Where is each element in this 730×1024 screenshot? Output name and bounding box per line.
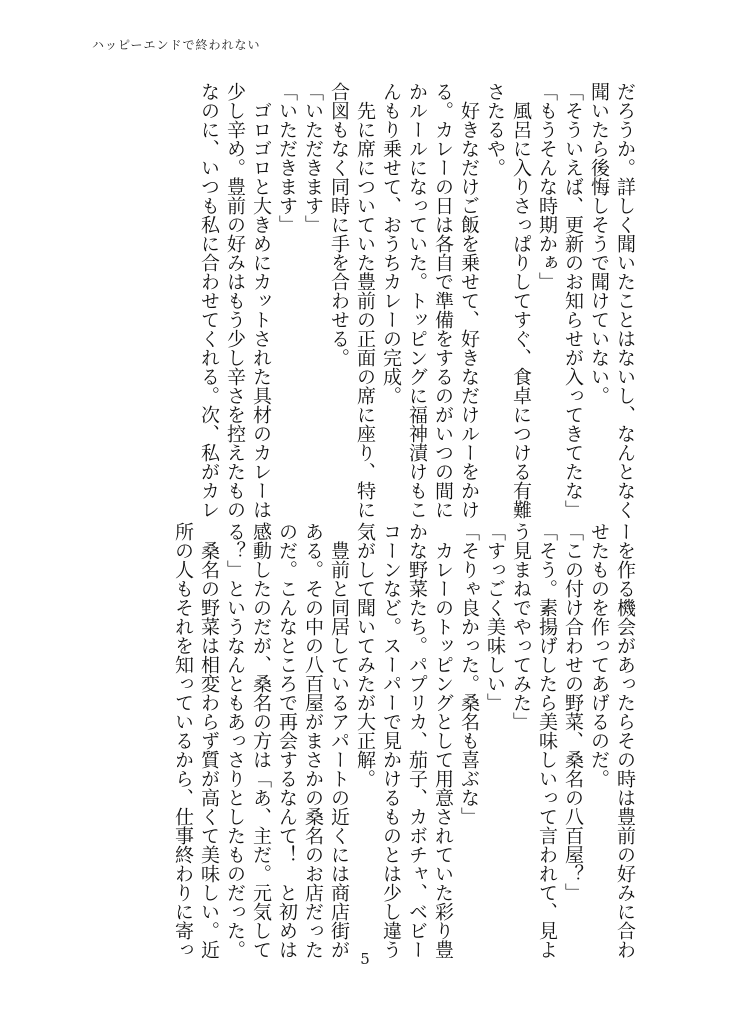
text-line: 「すっごく美味しい」 (484, 522, 506, 712)
text-line: 感動したのだが、桑名の方は「あ、主だ。元気して (250, 522, 272, 959)
text-line: 合図もなく同時に手を合わせる。 (328, 82, 350, 367)
text-line: んもり乗せて、おうちカレーの完成。 (380, 82, 402, 405)
text-line: 先に席についていた豊前の正面の席に座り、特に (354, 82, 376, 519)
text-line: 好きなだけご飯を乗せて、好きなだけルーをかけ (458, 82, 480, 519)
text-line: かルールになっていた。トッピングに福神漬けもこ (406, 82, 428, 519)
text-line: 聞いたら後悔しそうで聞けていない。 (588, 82, 610, 405)
text-line: 「そりゃ良かった。桑名も喜ぶな」 (458, 522, 480, 826)
text-line: ーを作る機会があったらその時は豊前の好みに合わ (614, 522, 636, 959)
text-line: 「この付け合わせの野菜、桑名の八百屋？」 (562, 522, 584, 902)
text-line: 気がして聞いてみたが大正解。 (354, 522, 376, 788)
running-header: ハッピーエンドで終われない (92, 38, 261, 52)
lower-text-block (92, 522, 638, 959)
text-line: 「いただきます」 (302, 82, 324, 234)
page-number: 5 (360, 950, 370, 968)
text-line: る？」というなんともあっさりとしたものだった。 (224, 522, 246, 959)
text-line: せたものを作ってあげるのだ。 (588, 522, 610, 788)
text-line: カレーのトッピングとして用意されていた彩り豊 (432, 522, 454, 959)
text-line: のだ。こんなところで再会するなんて！ と初めは (276, 522, 298, 959)
text-line: 所の人もそれを知っているから、仕事終わりに寄っ (172, 522, 194, 959)
text-line: ゴロゴロと大きめにカットされた具材のカレーは (250, 82, 272, 519)
text-line: 風呂に入りさっぱりしてすぐ、食卓につける有難 (510, 82, 532, 519)
text-line: ある。その中の八百屋がまさかの桑名のお店だった (302, 522, 324, 959)
text-line: だろうか。詳しく聞いたことはないし、なんとなく (614, 82, 636, 519)
text-line: 豊前と同居しているアパートの近くには商店街が (328, 522, 350, 959)
text-line: さたるや。 (484, 82, 506, 177)
text-line: なのに、いつも私に合わせてくれる。次、私がカレ (198, 82, 220, 519)
text-line: かな野菜たち。パプリカ、茄子、カボチャ、ベビー (406, 522, 428, 959)
text-line: 桑名の野菜は相変わらず質が高くて美味しい。近 (198, 522, 220, 959)
text-line: 「いただきます」 (276, 82, 298, 234)
text-line: る。カレーの日は各自で準備をするのがいつの間に (432, 82, 454, 519)
text-line: 「もうそんな時期かぁ」 (536, 82, 558, 291)
text-line: 「そういえば、更新のお知らせが入ってきてたな」 (562, 82, 584, 519)
text-line: う見まねでやってみた」 (510, 522, 532, 731)
text-line: 少し辛め。豊前の好みはもう少し辛さを控えたもの (224, 82, 246, 519)
upper-text-block (92, 82, 638, 519)
text-line: コーンなど。スーパーで見かけるものとは少し違う (380, 522, 402, 959)
text-line: 「そう。素揚げしたら美味しいって言われて、見よ (536, 522, 558, 959)
